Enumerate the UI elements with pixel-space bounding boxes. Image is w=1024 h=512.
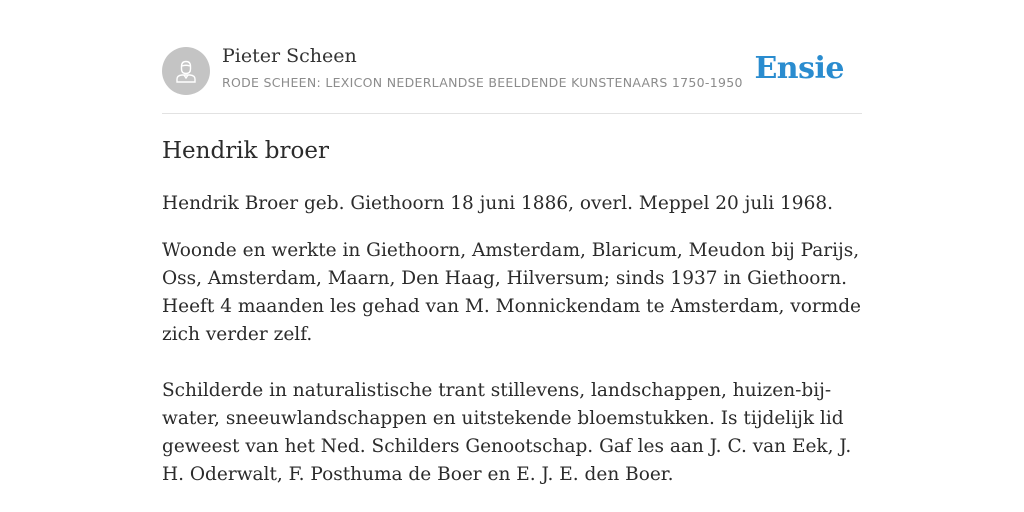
article-paragraph: Schilderde in naturalistische trant stillevens, landschappen, huizen-bij-water, sneeuwlandschappen en uitstekende bloemstukken. Is tijdelijk lid geweest van het Ned. Schilders Genootschap. Gaf les aan J. C. van Eek, J. H. Oderwalt, F. Posthuma de Boer en E. J. E. den Boer. <box>162 380 852 485</box>
article-paragraph: Woonde en werkte in Giethoorn, Amsterdam, Blaricum, Meudon bij Parijs, Oss, Amsterdam, Maarn, Den Haag, Hilversum; sinds 1937 in Giethoorn. Heeft 4 maanden les gehad van M. Monnickendam te Amsterdam, vormde zich verder zelf. <box>162 240 862 345</box>
ensie-logo[interactable]: Ensie <box>754 51 844 86</box>
article-card <box>162 0 862 485</box>
article-title: Hendrik broer <box>162 138 329 164</box>
author-avatar[interactable] <box>162 47 210 95</box>
article-paragraph: Hendrik Broer geb. Giethoorn 18 juni 1886, overl. Meppel 20 juli 1968. <box>162 193 833 214</box>
article-header <box>162 0 862 114</box>
source-title[interactable]: RODE SCHEEN: LEXICON NEDERLANDSE BEELDENDE KUNSTENAARS 1750-1950 <box>222 75 743 90</box>
author-name[interactable]: Pieter Scheen <box>222 45 357 67</box>
user-icon <box>172 57 200 85</box>
